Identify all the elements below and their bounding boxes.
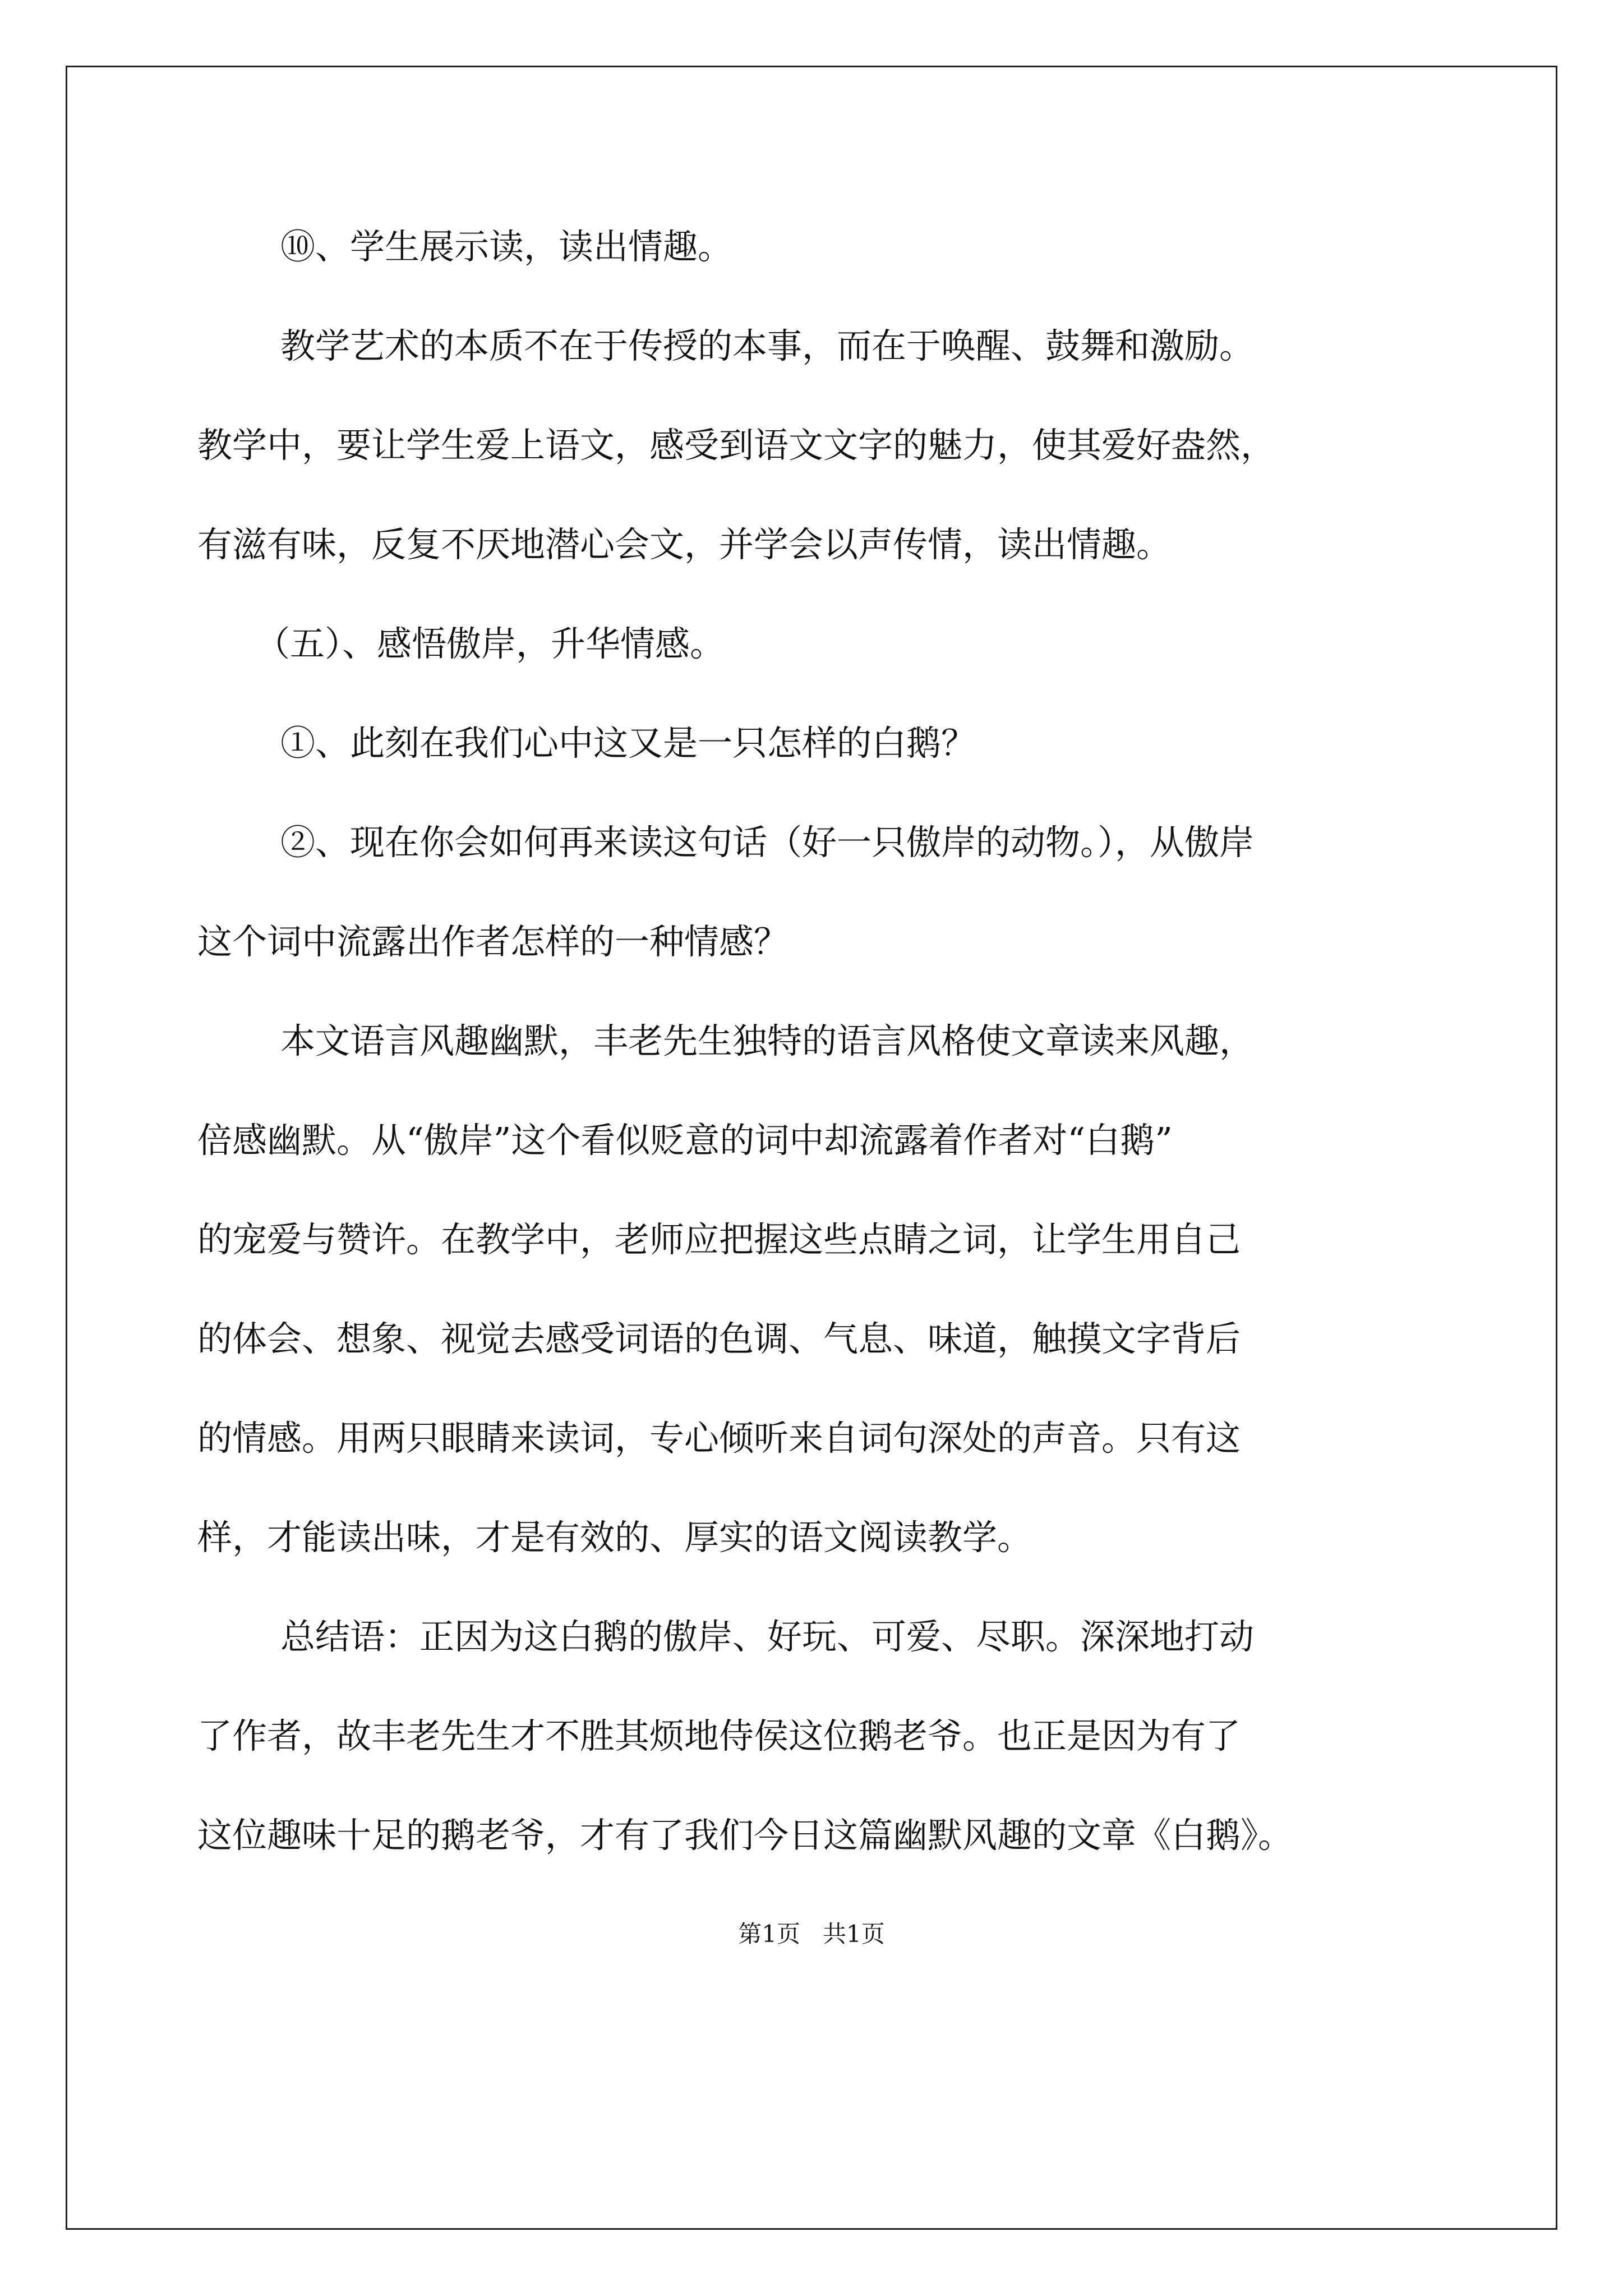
text-line: 的情感。用两只眼睛来读词，专心倾听来自词句深处的声音。只有这 <box>197 1418 1241 1458</box>
text-line: 的体会、想象、视觉去感受词语的色调、气息、味道，触摸文字背后 <box>197 1318 1241 1359</box>
text-line: ①、此刻在我们心中这又是一只怎样的白鹅？ <box>280 723 976 763</box>
text-line: ②、现在你会如何再来读这句话（好一只傲岸的动物。），从傲岸 <box>280 822 1255 863</box>
text-line: 了作者，故丰老先生才不胜其烦地侍侯这位鹅老爷。也正是因为有了 <box>197 1715 1241 1756</box>
text-line: 倍感幽默。从“傲岸”这个看似贬意的词中却流露着作者对“白鹅” <box>197 1120 1173 1161</box>
text-line: 这位趣味十足的鹅老爷，才有了我们今日这篇幽默风趣的文章《白鹅》。 <box>197 1815 1293 1856</box>
text-line: ⑩、学生展示读，读出情趣。 <box>280 226 733 267</box>
text-line: 总结语：正因为这白鹅的傲岸、好玩、可爱、尽职。深深地打动 <box>280 1616 1255 1657</box>
text-line: 样，才能读出味，才是有效的、厚实的语文阅读教学。 <box>197 1517 1032 1558</box>
text-line: 教学中，要让学生爱上语文，感受到语文文字的魅力，使其爱好盎然， <box>197 425 1276 466</box>
text-line: 这个词中流露出作者怎样的一种情感？ <box>197 921 789 962</box>
text-line: 有滋有味，反复不厌地潜心会文，并学会以声传情，读出情趣。 <box>197 524 1172 565</box>
text-line: 教学艺术的本质不在于传授的本事，而在于唤醒、鼓舞和激励。 <box>280 325 1255 366</box>
page-footer: 第1页 共1页 <box>738 1920 885 1948</box>
text-line: 本文语言风趣幽默，丰老先生独特的语言风格使文章读来风趣， <box>280 1020 1255 1061</box>
text-line: （五）、感悟傲岸，升华情感。 <box>255 623 725 664</box>
text-line: 的宠爱与赞许。在教学中，老师应把握这些点睛之词，让学生用自己 <box>197 1219 1241 1260</box>
